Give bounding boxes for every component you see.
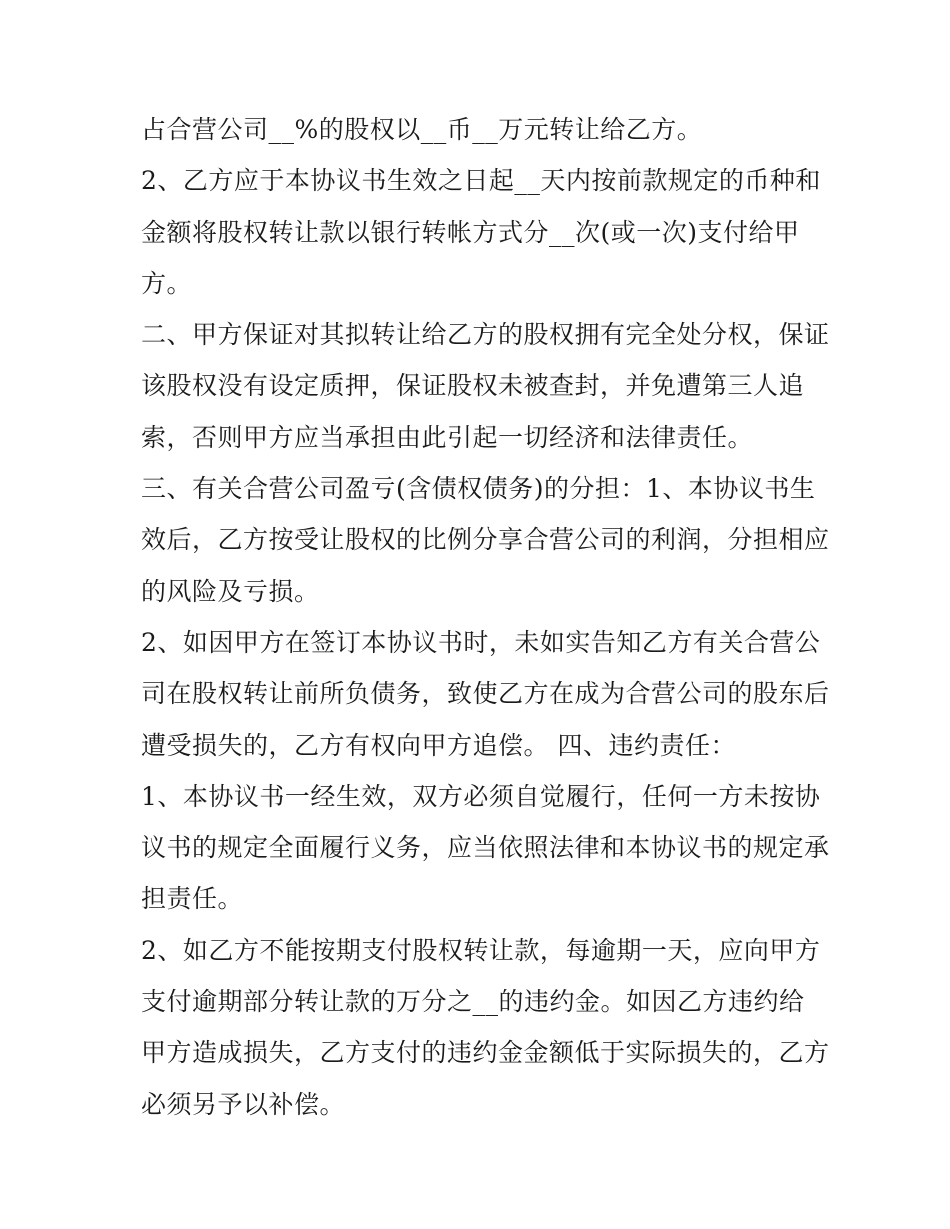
text-line: 2、乙方应于本协议书生效之日起__天内按前款规定的币种和 <box>141 166 821 196</box>
text-line: 1、本协议书一经生效，双方必须自觉履行，任何一方未按协 <box>141 781 821 811</box>
text-line: 甲方造成损失，乙方支付的违约金金额低于实际损失的，乙方 <box>141 1038 830 1068</box>
text-line: 遭受损失的，乙方有权向甲方追偿。 四、违约责任： <box>141 730 736 760</box>
text-line: 二、甲方保证对其拟转让给乙方的股权拥有完全处分权，保证 <box>141 320 830 350</box>
text-line: 效后，乙方按受让股权的比例分享合营公司的利润，分担相应 <box>141 525 830 555</box>
text-line: 2、如乙方不能按期支付股权转让款，每逾期一天，应向甲方 <box>141 935 821 965</box>
text-line: 该股权没有设定质押，保证股权未被查封，并免遭第三人追 <box>141 371 805 401</box>
text-line: 索，否则甲方应当承担由此引起一切经济和法律责任。 <box>141 422 754 452</box>
text-line: 议书的规定全面履行义务，应当依照法律和本协议书的规定承 <box>141 833 830 863</box>
text-line: 2、如因甲方在签订本协议书时，未如实告知乙方有关合营公 <box>141 627 821 657</box>
text-line: 的风险及亏损。 <box>141 576 320 606</box>
text-line: 三、有关合营公司盈亏(含债权债务)的分担：1、本协议书生 <box>141 474 816 504</box>
text-line: 担责任。 <box>141 884 244 914</box>
document-body <box>141 104 841 1130</box>
text-line: 金额将股权转让款以银行转帐方式分__次(或一次)支付给甲 <box>141 217 800 247</box>
text-line: 司在股权转让前所负债务，致使乙方在成为合营公司的股东后 <box>141 679 830 709</box>
text-line: 占合营公司__%的股权以__币__万元转让给乙方。 <box>141 115 703 144</box>
text-line: 方。 <box>141 268 193 298</box>
text-line: 必须另予以补偿。 <box>141 1089 346 1119</box>
text-line: 支付逾期部分转让款的万分之__的违约金。如因乙方违约给 <box>141 987 805 1017</box>
